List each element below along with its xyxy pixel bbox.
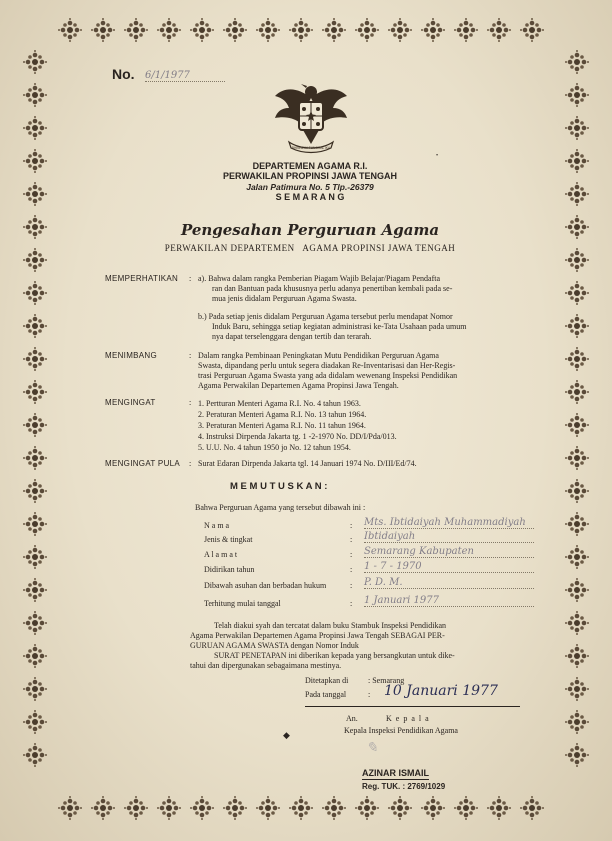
- field-colon: :: [350, 599, 353, 608]
- border-ornament-left: [23, 248, 47, 272]
- mengingat-pula-text: Surat Edaran Dirpenda Jakarta tgl. 14 Januari 1974 No. D/III/Ed/74.: [198, 459, 417, 468]
- signature-org: Kepala Inspeksi Pendidikan Agama: [344, 726, 458, 735]
- date-colon: :: [368, 690, 371, 699]
- line: nya dapat terselenggara dengan tertib dan terarah.: [212, 332, 372, 341]
- border-ornament-bottom: [256, 796, 280, 820]
- border-ornament-left: [23, 545, 47, 569]
- menimbang-label: MENIMBANG: [105, 351, 158, 360]
- field-value-alamat: Semarang Kabupaten: [364, 547, 534, 558]
- field-label-didirikan: Didirikan tahun: [204, 565, 255, 574]
- field-value-terhitung: 1 Januari 1977: [364, 596, 534, 607]
- border-ornament-right: [565, 578, 589, 602]
- border-ornament-left: [23, 347, 47, 371]
- field-colon: :: [350, 565, 353, 574]
- border-ornament-bottom: [487, 796, 511, 820]
- line: mua jenis didalam Perguruan Agama Swasta.: [212, 294, 357, 303]
- border-ornament-top: [190, 18, 214, 42]
- menimbang-colon: :: [189, 351, 192, 360]
- border-ornament-left: [23, 83, 47, 107]
- border-ornament-right: [565, 611, 589, 635]
- border-ornament-left: [23, 116, 47, 140]
- border-ornament-right: [565, 644, 589, 668]
- border-ornament-left: [23, 446, 47, 470]
- date-label: Pada tanggal: [305, 690, 347, 699]
- border-ornament-left: [23, 710, 47, 734]
- border-ornament-left: [23, 215, 47, 239]
- body-paragraph: [190, 621, 520, 671]
- border-ornament-bottom: [124, 796, 148, 820]
- field-value-didirikan: 1 - 7 - 1970: [364, 562, 534, 573]
- signature-an: An.: [346, 714, 358, 723]
- decision-intro: Bahwa Perguruan Agama yang tersebut dibawah ini :: [195, 503, 366, 512]
- border-ornament-right: [565, 743, 589, 767]
- memperhatikan-a: [198, 274, 528, 304]
- border-ornament-top: [520, 18, 544, 42]
- field-colon: :: [350, 550, 353, 559]
- header-line2: PERWAKILAN PROPINSI JAWA TENGAH: [222, 171, 398, 181]
- border-ornament-right: [565, 446, 589, 470]
- border-ornament-bottom: [91, 796, 115, 820]
- margin-mark: •: [436, 153, 439, 159]
- border-ornament-right: [565, 710, 589, 734]
- memperhatikan-label: MEMPERHATIKAN: [105, 274, 179, 283]
- border-ornament-top: [289, 18, 313, 42]
- border-ornament-top: [322, 18, 346, 42]
- border-ornament-top: [58, 18, 82, 42]
- border-ornament-right: [565, 149, 589, 173]
- border-ornament-top: [454, 18, 478, 42]
- border-ornament-right: [565, 215, 589, 239]
- border-ornament-right: [565, 347, 589, 371]
- date-divider: [305, 706, 520, 707]
- border-ornament-top: [388, 18, 412, 42]
- border-ornament-bottom: [223, 796, 247, 820]
- border-ornament-left: [23, 182, 47, 206]
- line: Agama Perwakilan Departemen Agama Propinsi Jawa Tengah.: [198, 381, 399, 390]
- border-ornament-right: [565, 479, 589, 503]
- border-ornament-top: [421, 18, 445, 42]
- header-line4: S E M A R A N G: [275, 192, 345, 202]
- header-line3: Jalan Patimura No. 5 Tlp.-26379: [246, 182, 374, 192]
- mengingat-pula-colon: :: [189, 459, 192, 468]
- border-ornament-top: [256, 18, 280, 42]
- field-label-asuhan: Dibawah asuhan dan berbadan hukum: [204, 581, 327, 590]
- border-ornament-right: [565, 83, 589, 107]
- border-ornament-top: [223, 18, 247, 42]
- line: ran dan Bantuan pada khususnya perlu adanya penertiban kembali pada se-: [212, 284, 453, 293]
- border-ornament-right: [565, 182, 589, 206]
- field-label-alamat: A l a m a t: [204, 550, 238, 559]
- field-label-terhitung: Terhitung mulai tanggal: [204, 599, 281, 608]
- border-ornament-left: [23, 380, 47, 404]
- border-ornament-right: [565, 380, 589, 404]
- header-line1: DEPARTEMEN AGAMA R.I.: [252, 161, 368, 171]
- border-ornament-left: [23, 149, 47, 173]
- number-label: No.: [112, 66, 135, 82]
- border-ornament-top: [124, 18, 148, 42]
- border-ornament-right: [565, 281, 589, 305]
- border-ornament-top: [157, 18, 181, 42]
- document-title: Pengesahan Perguruan Agama: [180, 221, 440, 239]
- number-handwritten: 6/1/1977: [145, 70, 225, 82]
- mengingat-label: MENGINGAT: [105, 398, 156, 407]
- border-ornament-bottom: [520, 796, 544, 820]
- border-ornament-right: [565, 248, 589, 272]
- mengingat-colon: :: [189, 398, 192, 407]
- line: Swasta, dipandang perlu untuk segera diadakan Re-Inventarisasi dan Her-Regis-: [198, 361, 456, 370]
- field-colon: :: [350, 521, 353, 530]
- garuda-emblem: [273, 78, 349, 156]
- border-ornament-bottom: [190, 796, 214, 820]
- field-value-jenis: Ibtidaiyah: [364, 532, 534, 543]
- border-ornament-left: [23, 644, 47, 668]
- line: trasi Perguruan Agama Swasta yang ada didalam wewenang Inspeksi Pendidikan: [198, 371, 458, 380]
- memperhatikan-colon: :: [189, 274, 192, 283]
- border-ornament-left: [23, 314, 47, 338]
- signature-role: K e p a l a: [386, 714, 430, 723]
- border-ornament-top: [91, 18, 115, 42]
- border-ornament-right: [565, 50, 589, 74]
- border-ornament-left: [23, 743, 47, 767]
- border-ornament-right: [565, 512, 589, 536]
- border-ornament-left: [23, 479, 47, 503]
- border-ornament-left: [23, 281, 47, 305]
- border-ornament-bottom: [289, 796, 313, 820]
- official-stamp: ✎: [366, 740, 378, 756]
- document-subtitle: PERWAKILAN DEPARTEMEN AGAMA PROPINSI JAWA TENGAH: [164, 243, 456, 253]
- body-line: SURAT PENETAPAN ini diberikan kepada yang bersangkutan untuk dike-: [214, 651, 455, 660]
- border-ornament-left: [23, 611, 47, 635]
- margin-mark: ◆: [283, 730, 290, 740]
- border-ornament-right: [565, 413, 589, 437]
- body-line: GURUAN AGAMA SWASTA dengan Nomor Induk: [190, 641, 359, 650]
- border-ornament-bottom: [157, 796, 181, 820]
- line: b.) Pada setiap jenis didalam Perguruan Agama tersebut perlu mendapat Nomor: [198, 312, 453, 321]
- date-value: 10 Januari 1977: [384, 683, 498, 699]
- memperhatikan-b: [198, 312, 528, 342]
- field-value-asuhan: P. D. M.: [364, 578, 534, 589]
- border-ornament-left: [23, 413, 47, 437]
- field-colon: :: [350, 581, 353, 590]
- field-label-jenis: Jenis & tingkat: [204, 535, 253, 544]
- field-label-nama: N a m a: [204, 521, 230, 530]
- border-ornament-right: [565, 545, 589, 569]
- mengingat-pula-label: MENGINGAT PULA: [105, 459, 181, 468]
- border-ornament-bottom: [322, 796, 346, 820]
- memutuskan-heading: M E M U T U S K A N :: [230, 481, 328, 492]
- border-ornament-bottom: [388, 796, 412, 820]
- list-item: 5. U.U. No. 4 tahun 1950 jo No. 12 tahun 1954.: [198, 443, 351, 452]
- list-item: 4. Instruksi Dirpenda Jakarta tg. 1 -2-1970 No. DD/I/Pda/013.: [198, 432, 397, 441]
- mengingat-list: [198, 398, 528, 453]
- border-ornament-bottom: [355, 796, 379, 820]
- line: Induk Baru, sehingga setiap kegiatan administrasi ke-Tata Usahaan pada umum: [212, 322, 467, 331]
- border-ornament-bottom: [421, 796, 445, 820]
- list-item: 1. Pertturan Menteri Agama R.I. No. 4 tahun 1963.: [198, 399, 361, 408]
- border-ornament-top: [355, 18, 379, 42]
- body-line: Telah diakui syah dan tercatat dalam buku Stambuk Inspeksi Pendidikan: [214, 621, 447, 630]
- border-ornament-right: [565, 314, 589, 338]
- signature-name: AZINAR ISMAIL: [362, 768, 429, 778]
- place-value: : Semarang: [368, 676, 405, 685]
- line: a). Bahwa dalam rangka Pemberian Piagam Wajib Belajar/Piagam Pendafta: [198, 274, 441, 283]
- border-ornament-left: [23, 512, 47, 536]
- menimbang-text: [198, 351, 528, 391]
- list-item: 2. Peraturan Menteri Agama R.I. No. 13 tahun 1964.: [198, 410, 367, 419]
- border-ornament-bottom: [454, 796, 478, 820]
- certificate-number: [112, 66, 135, 82]
- body-line: Agama Perwakilan Departemen Agama Propinsi Jawa Tengah SEBAGAI PER-: [190, 631, 445, 640]
- place-label: Ditetapkan di: [305, 676, 349, 685]
- signature-reg: Reg. TUK. : 2769/1029: [362, 782, 446, 791]
- border-ornament-top: [487, 18, 511, 42]
- line: Dalam rangka Pembinaan Peningkatan Mutu Pendidikan Perguruan Agama: [198, 351, 439, 360]
- list-item: 3. Peraturan Menteri Agama R.I. No. 11 tahun 1964.: [198, 421, 366, 430]
- border-ornament-right: [565, 116, 589, 140]
- field-colon: :: [350, 535, 353, 544]
- border-ornament-left: [23, 677, 47, 701]
- border-ornament-left: [23, 578, 47, 602]
- emblem-ribbon: BHINNEKA TUNGGAL IKA: [291, 146, 331, 150]
- body-line: tahui dan dipergunakan sebagaimana mestinya.: [190, 661, 342, 670]
- field-value-nama: Mts. Ibtidaiyah Muhammadiyah: [364, 518, 534, 529]
- border-ornament-right: [565, 677, 589, 701]
- border-ornament-left: [23, 50, 47, 74]
- border-ornament-bottom: [58, 796, 82, 820]
